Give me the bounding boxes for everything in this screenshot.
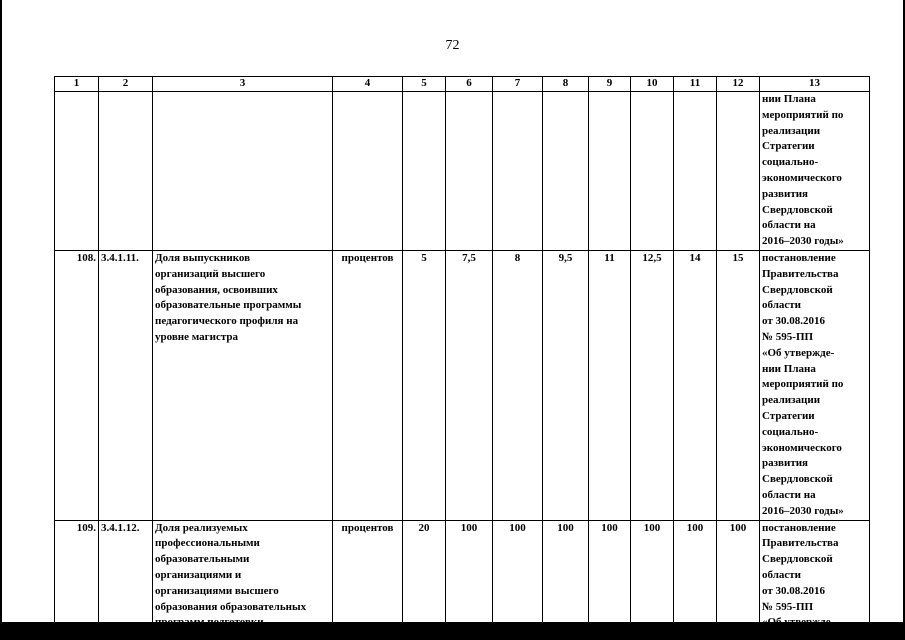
value-cell bbox=[631, 92, 674, 251]
table-row bbox=[55, 250, 870, 520]
column-header: 6 bbox=[446, 77, 493, 92]
source-document: постановление Правительства Свердловской области от 30.08.2016 № 595-ПП «Об утвержде- bbox=[760, 520, 870, 632]
value-cell: 5 bbox=[403, 250, 446, 520]
indicator-name: Доля реализуемых профессиональными образовательными организациями и организациями высшего образования образовательных программ подготовки bbox=[153, 520, 333, 632]
value-cell: 100 bbox=[543, 520, 589, 632]
column-header: 5 bbox=[403, 77, 446, 92]
indicator-code: 3.4.1.12. bbox=[99, 520, 153, 632]
column-header: 11 bbox=[674, 77, 717, 92]
column-header: 3 bbox=[153, 77, 333, 92]
value-cell: 7,5 bbox=[446, 250, 493, 520]
indicator-code: 3.4.1.11. bbox=[99, 250, 153, 520]
value-cell: 12,5 bbox=[631, 250, 674, 520]
value-cell bbox=[543, 92, 589, 251]
indicator-code bbox=[99, 92, 153, 251]
column-header: 7 bbox=[493, 77, 543, 92]
value-cell bbox=[403, 92, 446, 251]
table-row bbox=[55, 92, 870, 251]
column-header: 2 bbox=[99, 77, 153, 92]
value-cell bbox=[589, 92, 631, 251]
unit-of-measure bbox=[333, 92, 403, 251]
column-header: 1 bbox=[55, 77, 99, 92]
value-cell: 11 bbox=[589, 250, 631, 520]
source-document: постановление Правительства Свердловской области от 30.08.2016 № 595-ПП «Об утвержде- нии Плана мероприятий по реализации Стратегии социально- экономического развития Свердловской области на 2016–2030 годы» bbox=[760, 250, 870, 520]
value-cell: 14 bbox=[674, 250, 717, 520]
indicator-name bbox=[153, 92, 333, 251]
value-cell: 20 bbox=[403, 520, 446, 632]
value-cell bbox=[493, 92, 543, 251]
column-header: 8 bbox=[543, 77, 589, 92]
page-number: 72 bbox=[445, 38, 460, 53]
table-header-row bbox=[55, 77, 870, 92]
value-cell: 8 bbox=[493, 250, 543, 520]
value-cell: 100 bbox=[589, 520, 631, 632]
column-header: 10 bbox=[631, 77, 674, 92]
table-row bbox=[55, 520, 870, 632]
value-cell: 100 bbox=[717, 520, 760, 632]
value-cell: 15 bbox=[717, 250, 760, 520]
value-cell bbox=[674, 92, 717, 251]
value-cell: 9,5 bbox=[543, 250, 589, 520]
value-cell: 100 bbox=[631, 520, 674, 632]
indicator-name: Доля выпускников организаций высшего образования, освоивших образовательные программы педагогического профиля на уровне магистра bbox=[153, 250, 333, 520]
value-cell bbox=[717, 92, 760, 251]
column-header: 12 bbox=[717, 77, 760, 92]
row-number: 109. bbox=[55, 520, 99, 632]
unit-of-measure: процентов bbox=[333, 250, 403, 520]
value-cell: 100 bbox=[446, 520, 493, 632]
column-header: 4 bbox=[333, 77, 403, 92]
row-number bbox=[55, 92, 99, 251]
source-document: нии Плана мероприятий по реализации Стратегии социально- экономического развития Свердловской области на 2016–2030 годы» bbox=[760, 92, 870, 251]
value-cell: 100 bbox=[674, 520, 717, 632]
value-cell bbox=[446, 92, 493, 251]
indicators-table bbox=[54, 76, 870, 632]
column-header: 9 bbox=[589, 77, 631, 92]
row-number: 108. bbox=[55, 250, 99, 520]
unit-of-measure: процентов bbox=[333, 520, 403, 632]
value-cell: 100 bbox=[493, 520, 543, 632]
column-header: 13 bbox=[760, 77, 870, 92]
